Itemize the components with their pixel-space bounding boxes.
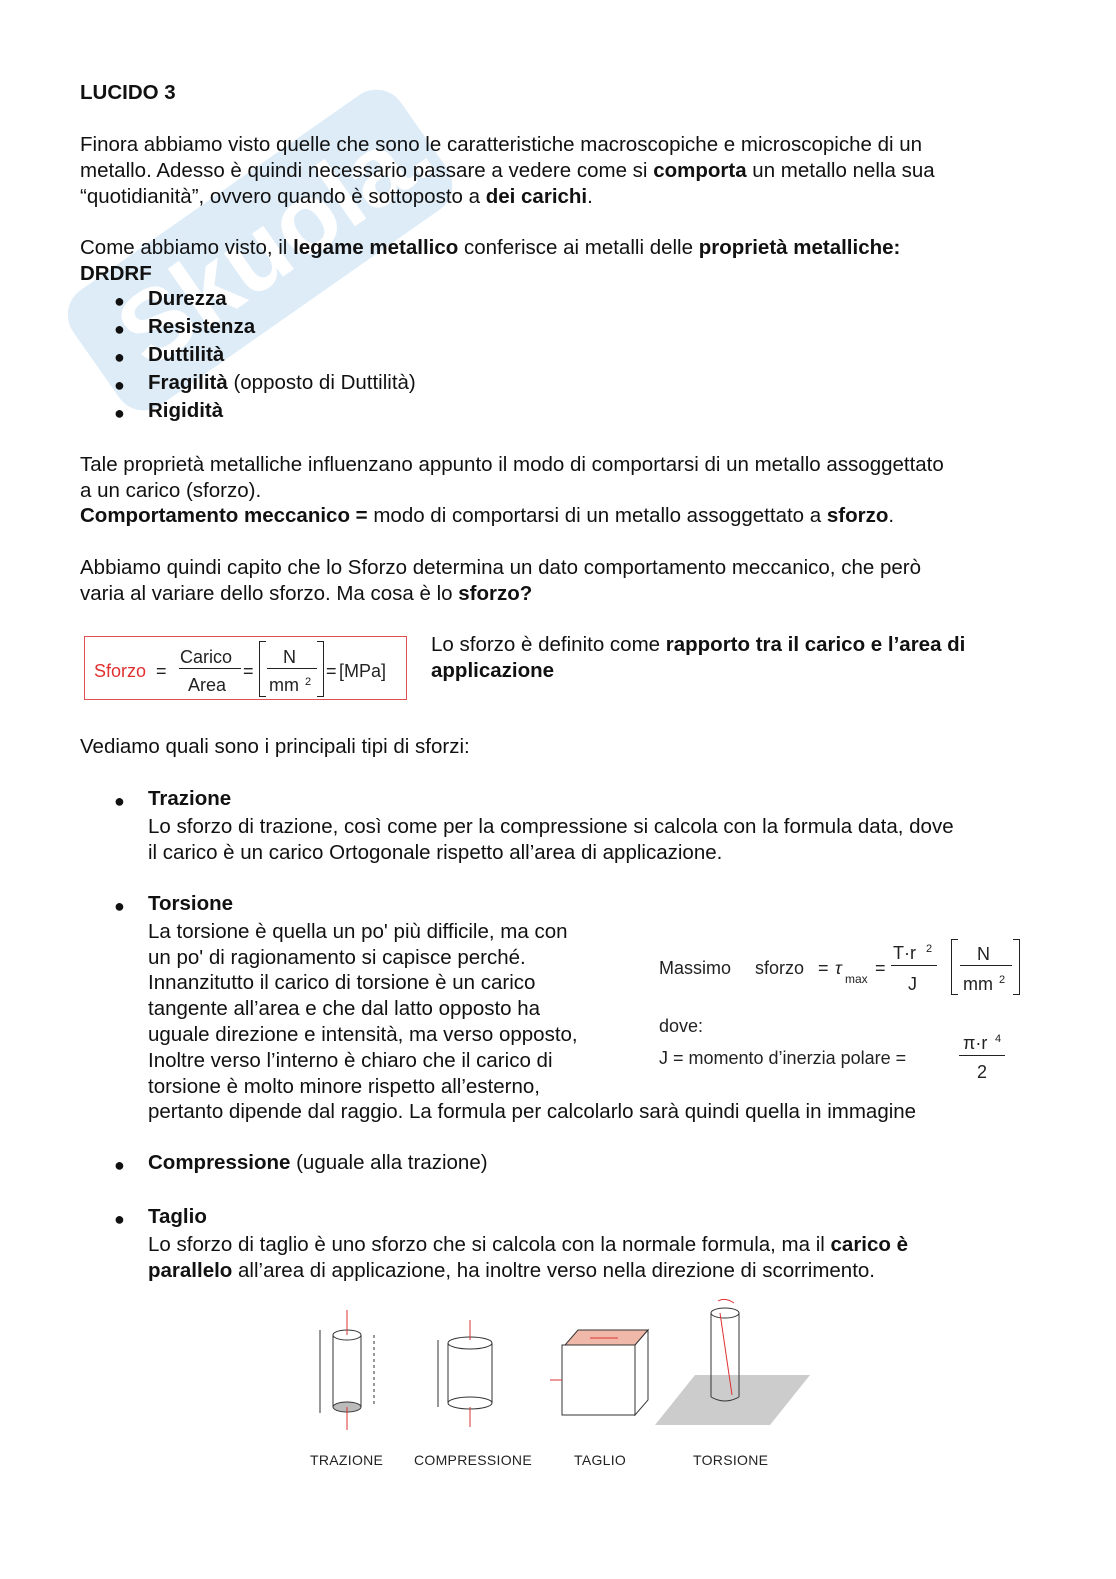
torsione-line: Inoltre verso l’interno è chiaro che il carico di: [148, 1049, 553, 1072]
tale-line-2: a un carico (sforzo).: [80, 479, 262, 502]
watermark-text: Skuola.net: [97, 60, 480, 389]
formula-equals: =: [156, 661, 167, 681]
figure-label-compressione: COMPRESSIONE: [414, 1452, 532, 1468]
compression-cylinder-icon: [438, 1320, 492, 1427]
formula-dove: dove:: [659, 1016, 704, 1036]
intro-line-2: metallo. Adesso è quindi necessario passare a vedere come si comporta un metallo nella sua: [80, 159, 935, 182]
torsione-line: Innanzitutto il carico di torsione è un carico: [148, 971, 536, 994]
formula-tr: T·r: [893, 943, 916, 963]
formula-massimo: Massimo: [659, 958, 732, 978]
abbiamo-line-1: Abbiamo quindi capito che lo Sforzo determina un dato comportamento meccanico, che però: [80, 556, 921, 579]
definition-line-2: applicazione: [431, 659, 555, 682]
taglio-line-2: parallelo all’area di applicazione, ha inoltre verso nella direzione di scorrimento.: [148, 1259, 875, 1282]
bullet-icon: ●: [114, 375, 125, 395]
bullet-icon: ●: [114, 319, 125, 339]
shear-cube-icon: [550, 1330, 648, 1415]
taglio-title: Taglio: [148, 1205, 207, 1228]
bullet-icon: ●: [114, 1209, 125, 1229]
torsione-line: uguale direzione e intensità, ma verso opposto,: [148, 1023, 578, 1046]
formula-max: max: [845, 972, 868, 986]
bracket-right-icon: [317, 641, 324, 697]
formula-exponent: 2: [926, 943, 933, 955]
trazione-line-1: Lo sforzo di trazione, così come per la compressione si calcola con la formula data, dove: [148, 815, 954, 838]
formula-n: N: [977, 944, 990, 964]
formula-sforzo: sforzo: [755, 958, 805, 978]
tale-line-3: Comportamento meccanico = modo di comportarsi di un metallo assoggettato a sforzo.: [80, 504, 895, 527]
torsione-line: tangente all’area e che dal latto opposto ha: [148, 997, 541, 1020]
stress-formula-box: [84, 636, 407, 700]
torsione-title: Torsione: [148, 892, 234, 915]
tale-line-1: Tale proprietà metalliche influenzano appunto il modo di comportarsi di un metallo assoggettato: [80, 453, 944, 476]
torsione-line: torsione è molto minore rispetto all’esterno,: [148, 1075, 540, 1098]
bracket-left-icon: [951, 939, 958, 995]
tension-cylinder-icon: [320, 1310, 374, 1430]
property-item: Durezza: [148, 287, 227, 310]
legame-line: Come abbiamo visto, il legame metallico conferisce ai metalli delle proprietà metalliche:: [80, 236, 901, 259]
formula-j: J: [908, 974, 917, 994]
bracket-left-icon: [259, 641, 266, 697]
abbiamo-line-2: varia al variare dello sforzo. Ma cosa è lo sforzo?: [80, 582, 533, 605]
property-item: Rigidità: [148, 399, 224, 422]
bullet-icon: ●: [114, 291, 125, 311]
torsion-formula: [655, 935, 1035, 1085]
formula-equals: =: [243, 661, 254, 681]
formula-equals: =: [875, 958, 886, 978]
formula-mpa: [MPa]: [339, 661, 387, 681]
property-item: Fragilità (opposto di Duttilità): [148, 371, 416, 394]
formula-exponent: 2: [999, 974, 1006, 986]
bullet-icon: ●: [114, 896, 125, 916]
intro-line-1: Finora abbiamo visto quelle che sono le caratteristiche macroscopiche e microscopiche di un: [80, 133, 923, 156]
formula-mm: mm: [963, 974, 993, 994]
formula-tau: τ: [835, 958, 842, 978]
formula-sforzo: Sforzo: [94, 661, 147, 681]
figure-label-trazione: TRAZIONE: [310, 1452, 384, 1468]
bullet-icon: ●: [114, 1155, 125, 1175]
formula-equals: =: [326, 661, 337, 681]
figure-label-taglio: TAGLIO: [574, 1452, 627, 1468]
bracket-right-icon: [1013, 939, 1020, 995]
definition-line-1: Lo sforzo è definito come rapporto tra il carico e l’area di: [431, 633, 966, 656]
property-item: Duttilità: [148, 343, 225, 366]
torsione-line: un po' di ragionamento si capisce perché.: [148, 946, 526, 969]
formula-equals: =: [818, 958, 829, 978]
bullet-icon: ●: [114, 791, 125, 811]
formula-jdef: J = momento d’inerzia polare =: [659, 1048, 907, 1068]
torsion-cylinder-icon: [655, 1295, 810, 1425]
formula-area: Area: [188, 675, 227, 695]
formula-two: 2: [977, 1062, 988, 1082]
intro-line-3: “quotidianità”, ovvero quando è sottoposto a dei carichi.: [80, 185, 593, 208]
trazione-line-2: il carico è un carico Ortogonale rispetto all’area di applicazione.: [148, 841, 723, 864]
stress-types-illustration-icon: [300, 1295, 820, 1445]
formula-mm: mm: [269, 675, 299, 695]
property-item: Resistenza: [148, 315, 256, 338]
formula-fraction-line: [891, 965, 937, 966]
trazione-title: Trazione: [148, 787, 232, 810]
figure-label-torsione: TORSIONE: [693, 1452, 769, 1468]
formula-carico: Carico: [180, 647, 233, 667]
bullet-icon: ●: [114, 347, 125, 367]
stress-types-figure: [300, 1295, 820, 1475]
compressione-item: Compressione (uguale alla trazione): [148, 1151, 488, 1174]
torsione-line: pertanto dipende dal raggio. La formula per calcolarlo sarà quindi quella in immagine: [148, 1100, 917, 1123]
legame-acronym: DRDRF: [80, 262, 152, 285]
torsione-line: La torsione è quella un po' più difficile, ma con: [148, 920, 568, 943]
formula-fraction-line: [960, 965, 1012, 966]
formula-n: N: [283, 647, 296, 667]
page-title: LUCIDO 3: [80, 81, 176, 104]
formula-fraction-line: [959, 1055, 1005, 1056]
taglio-line-1: Lo sforzo di taglio è uno sforzo che si calcola con la normale formula, ma il carico è: [148, 1233, 909, 1256]
vediamo-line: Vediamo quali sono i principali tipi di sforzi:: [80, 735, 470, 758]
formula-exponent: 2: [305, 676, 312, 688]
bullet-icon: ●: [114, 403, 125, 423]
formula-pir: π·r: [963, 1033, 988, 1053]
formula-fraction-line: [179, 668, 241, 669]
formula-exponent: 4: [995, 1033, 1002, 1045]
